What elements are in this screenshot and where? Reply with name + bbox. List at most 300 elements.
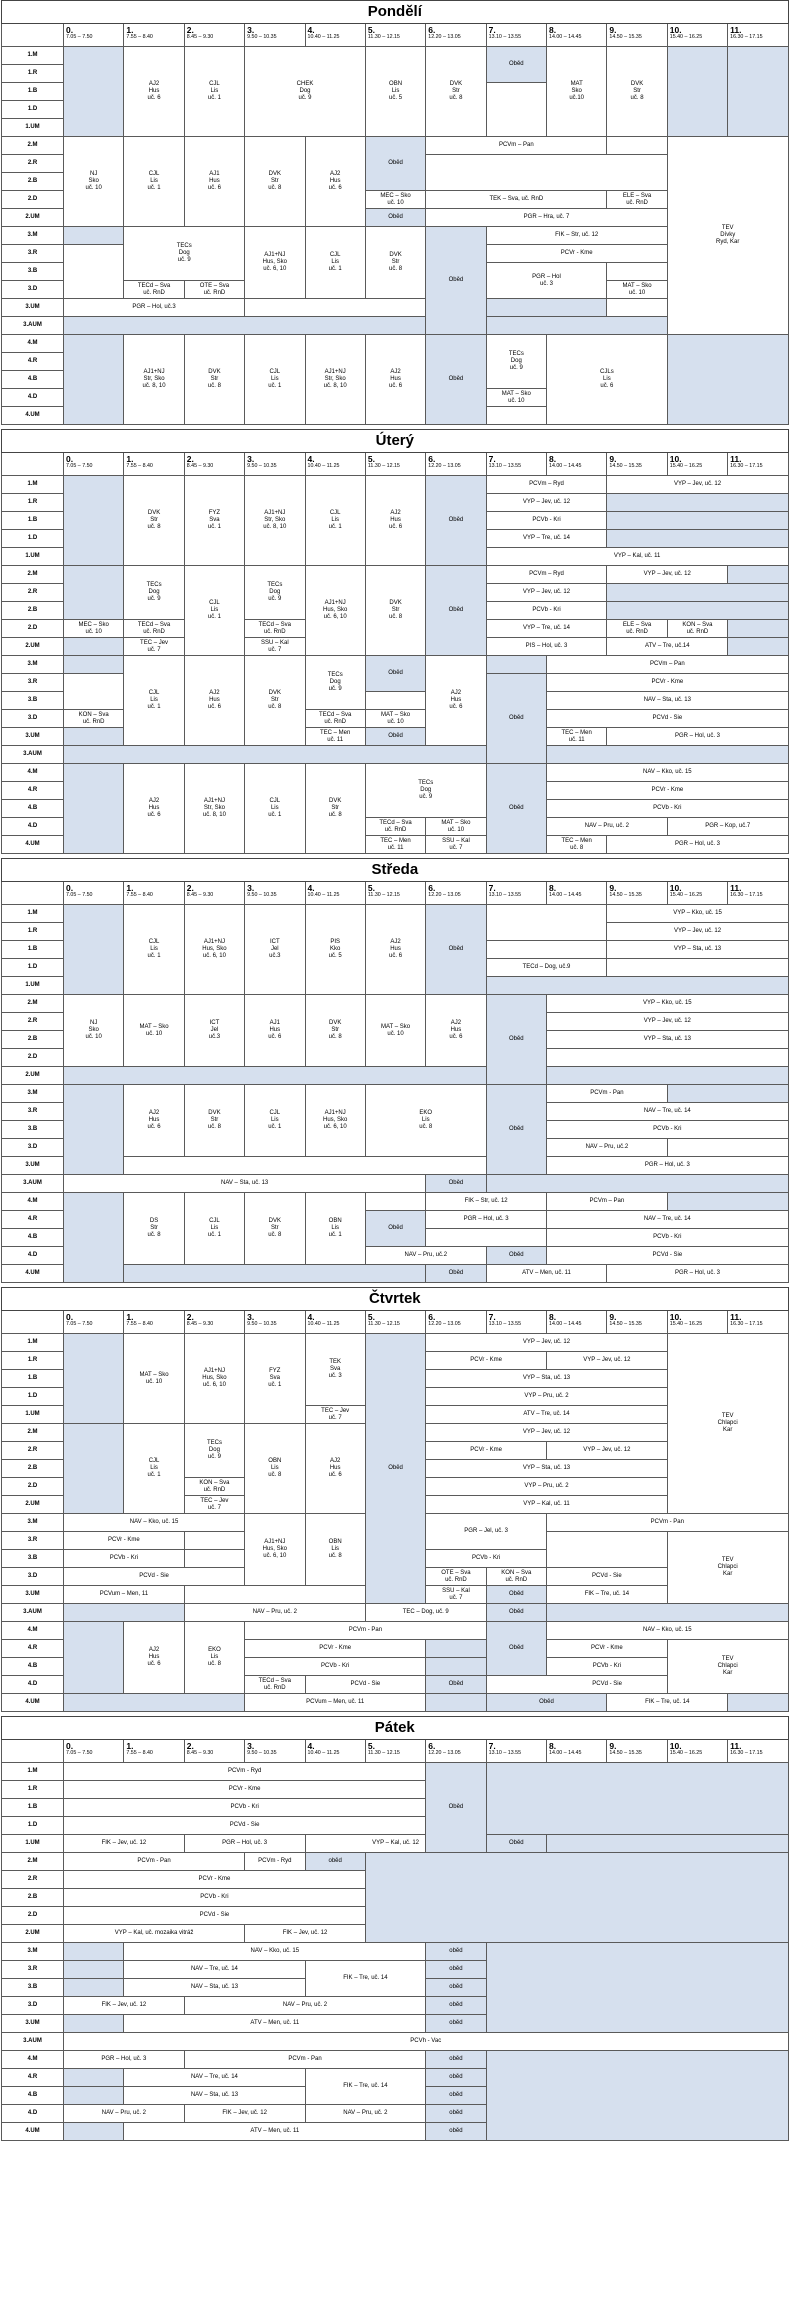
- lesson-cell: AJ2 Hus uč. 6: [365, 335, 425, 425]
- lesson-cell: NJ Sko uč. 10: [64, 995, 124, 1067]
- class-label: 3.D: [2, 1139, 64, 1157]
- class-row: [2, 1085, 789, 1103]
- lesson-cell: VYP – Jev, uč. 12: [547, 1352, 668, 1370]
- class-row: [2, 764, 789, 782]
- period-number: 8.: [549, 883, 557, 893]
- class-label: 4.M: [2, 335, 64, 353]
- lesson-cell: AJ2 Hus uč. 6: [124, 1085, 184, 1157]
- shaded-cell: [486, 1175, 788, 1193]
- empty-cell: [607, 959, 788, 977]
- lesson-cell: PCVm – Ryd: [486, 566, 607, 584]
- lesson-cell: PCVd - Sie: [305, 1676, 426, 1694]
- lesson-cell: CJLs Lis uč. 6: [547, 335, 668, 425]
- lesson-cell: ICT Jel uč.3: [245, 905, 305, 995]
- period-number: 8.: [549, 1741, 557, 1751]
- lesson-cell: VYP – Kko, uč. 15: [547, 995, 789, 1013]
- empty-cell: [184, 1532, 244, 1550]
- period-number: 0.: [66, 25, 74, 35]
- period-number: 1.: [126, 883, 134, 893]
- lesson-cell: TEC – Dog, uč. 9: [365, 1604, 486, 1622]
- period-time: 13.10 – 13.55: [488, 1750, 522, 1756]
- period-time: 16.30 – 17.15: [730, 1750, 763, 1756]
- period-time: 7.55 – 8.40: [126, 1750, 153, 1756]
- period-header: [728, 1740, 788, 1763]
- period-time: 10.40 – 11.25: [307, 892, 340, 898]
- period-number: 8.: [549, 1312, 557, 1322]
- lesson-cell: SSU – Kal uč. 7: [426, 1586, 486, 1604]
- period-header: [426, 453, 486, 476]
- lesson-cell: EKO Lis uč. 8: [184, 1622, 244, 1694]
- period-number: 8.: [549, 25, 557, 35]
- lesson-cell: NAV – Pru, uč. 2: [184, 1604, 365, 1622]
- period-time: 8.45 – 9.30: [186, 34, 214, 40]
- period-header: [426, 1740, 486, 1763]
- lesson-cell: VYP – Sta, uč. 13: [607, 941, 788, 959]
- period-time: 7.05 – 7.50: [66, 1321, 93, 1327]
- lesson-cell: CJL Lis uč. 1: [305, 227, 365, 299]
- lunch-break-cell: oběd: [426, 1961, 486, 1979]
- class-label: 2.UM: [2, 209, 64, 227]
- period-header: [184, 1740, 244, 1763]
- day-table-utery: [1, 429, 789, 854]
- lunch-break-cell: oběd: [426, 1979, 486, 1997]
- lesson-cell: TECd – Sva uč. RnD: [365, 818, 425, 836]
- class-label: 3.R: [2, 245, 64, 263]
- class-row: [2, 1175, 789, 1193]
- period-number: 11.: [730, 25, 742, 35]
- period-header: [305, 1311, 365, 1334]
- period-number: 1.: [126, 1741, 134, 1751]
- period-time: 9.50 – 10.35: [247, 463, 277, 469]
- class-row: [2, 1334, 789, 1352]
- lesson-cell: VYP – Kal, uč. 11: [426, 1496, 668, 1514]
- day-title: Úterý: [2, 430, 789, 453]
- lesson-cell: PCVd - Sie: [64, 1907, 366, 1925]
- lesson-cell: CJL Lis uč. 1: [124, 1424, 184, 1514]
- period-number: 2.: [186, 1741, 194, 1751]
- period-time: 8.45 – 9.30: [186, 1321, 214, 1327]
- class-label: 4.UM: [2, 1265, 64, 1283]
- shaded-cell: [486, 1763, 788, 1835]
- shaded-cell: [124, 1265, 426, 1283]
- lesson-cell: VYP – Kko, uč. 15: [607, 905, 788, 923]
- lesson-cell: ATV – Tre, uč.14: [607, 638, 728, 656]
- lesson-cell: CJL Lis uč. 1: [245, 764, 305, 854]
- shaded-cell: [547, 746, 789, 764]
- period-time: 14.50 – 15.35: [609, 1321, 642, 1327]
- class-label: 3.R: [2, 1532, 64, 1550]
- period-time: 11.30 – 12.15: [367, 892, 400, 898]
- class-label: 4.D: [2, 818, 64, 836]
- period-header: [365, 453, 425, 476]
- lesson-cell: AJ2 Hus uč. 6: [365, 905, 425, 995]
- shaded-cell: [64, 2123, 124, 2141]
- period-time: 15.40 – 16.25: [669, 1321, 703, 1327]
- period-header: [486, 1311, 546, 1334]
- class-label: 4.D: [2, 2105, 64, 2123]
- period-header: [305, 1740, 365, 1763]
- class-label: 1.R: [2, 65, 64, 83]
- period-time: 13.10 – 13.55: [488, 463, 522, 469]
- class-label: 3.B: [2, 1979, 64, 1997]
- period-time: 16.30 – 17.15: [730, 34, 763, 40]
- lesson-cell: AJ1+NJ Hus, Sko uč. 6, 10: [245, 227, 305, 299]
- lesson-cell: TECs Dog uč. 9: [184, 1424, 244, 1478]
- empty-cell: [667, 1139, 788, 1157]
- period-number: 0.: [66, 1312, 74, 1322]
- lesson-cell: VYP – Jev, uč. 12: [486, 494, 607, 512]
- shaded-cell: [64, 1424, 124, 1514]
- class-row: [2, 746, 789, 764]
- shaded-cell: [365, 1853, 788, 1943]
- lesson-cell: PCVr - Kme: [426, 1352, 547, 1370]
- period-time: 12.20 – 13.05: [428, 892, 461, 898]
- period-header: [547, 453, 607, 476]
- period-header: [486, 1740, 546, 1763]
- lesson-cell: AJ2 Hus uč. 6: [124, 47, 184, 137]
- lesson-cell: OBN Lis uč. 8: [245, 1424, 305, 1514]
- period-number: 7.: [488, 454, 496, 464]
- lesson-cell: ATV – Men, uč. 11: [486, 1265, 607, 1283]
- period-number: 2.: [186, 25, 194, 35]
- lesson-cell: AJ1+NJ Hus, Sko uč. 6, 10: [245, 1514, 305, 1586]
- lesson-cell: CJL Lis uč. 1: [124, 656, 184, 746]
- period-header: [607, 24, 667, 47]
- lesson-cell: PGR – Hol, uč. 3: [607, 836, 788, 854]
- lesson-cell: CJL Lis uč. 1: [184, 566, 244, 656]
- period-time: 9.50 – 10.35: [247, 1750, 277, 1756]
- lesson-cell: DVK Str uč. 8: [607, 47, 667, 137]
- period-number: 5.: [367, 1312, 375, 1322]
- lesson-cell: VYP – Jev, uč. 12: [547, 1013, 789, 1031]
- shaded-cell: [64, 1622, 124, 1694]
- empty-cell: [486, 83, 546, 137]
- class-label: 2.D: [2, 1049, 64, 1067]
- period-header: [245, 453, 305, 476]
- class-label: 3.R: [2, 674, 64, 692]
- lesson-cell: AJ2 Hus uč. 6: [426, 656, 486, 746]
- class-row: [2, 710, 789, 728]
- class-label: 2.B: [2, 1031, 64, 1049]
- lesson-cell: CJL Lis uč. 1: [184, 47, 244, 137]
- period-number: 3.: [247, 1312, 255, 1322]
- period-header: [486, 453, 546, 476]
- class-label: 1.M: [2, 905, 64, 923]
- class-label: 3.UM: [2, 1586, 64, 1604]
- lunch-break-cell: Oběd: [486, 1835, 546, 1853]
- lesson-cell: VYP – Tre, uč. 14: [486, 530, 607, 548]
- lesson-cell: TECd – Sva uč. RnD: [245, 620, 305, 638]
- lesson-cell: PCVb - Kri: [245, 1658, 426, 1676]
- class-label: 2.R: [2, 584, 64, 602]
- period-header: [667, 1740, 727, 1763]
- lesson-cell: PCVb - Kri: [64, 1889, 366, 1907]
- shaded-cell: [426, 1694, 486, 1712]
- period-number: 4.: [307, 883, 315, 893]
- lesson-cell: OTE – Sva uč. RnD: [426, 1568, 486, 1586]
- lesson-cell: PCVr - Kme: [547, 782, 789, 800]
- lesson-cell: NAV – Tre, uč. 14: [124, 1961, 305, 1979]
- period-time: 15.40 – 16.25: [669, 463, 703, 469]
- class-label: 1.D: [2, 530, 64, 548]
- shaded-cell: [547, 1067, 789, 1085]
- period-number: 5.: [367, 454, 375, 464]
- lesson-cell: DVK Str uč. 8: [365, 566, 425, 656]
- lesson-cell: NAV – Pru, uč.2: [547, 1139, 668, 1157]
- class-label: 1.M: [2, 1334, 64, 1352]
- lesson-cell: TECs Dog uč. 9: [245, 566, 305, 620]
- lesson-cell: MAT – Sko uč. 10: [124, 1334, 184, 1424]
- lesson-cell: CJL Lis uč. 1: [124, 905, 184, 995]
- class-label: 4.UM: [2, 1694, 64, 1712]
- period-header: [184, 24, 244, 47]
- lesson-cell: DVK Str uč. 8: [365, 227, 425, 299]
- period-number: 4.: [307, 1312, 315, 1322]
- shaded-cell: [64, 1604, 185, 1622]
- period-header: [64, 1740, 124, 1763]
- lesson-cell: DVK Str uč. 8: [184, 335, 244, 425]
- period-number: 1.: [126, 1312, 134, 1322]
- empty-cell: [365, 1193, 425, 1211]
- shaded-cell: [64, 2015, 124, 2033]
- class-label: 3.M: [2, 227, 64, 245]
- lesson-cell: FIK – Str, uč. 12: [486, 227, 667, 245]
- lesson-cell: CJL Lis uč. 1: [184, 1193, 244, 1265]
- shaded-cell: [607, 530, 788, 548]
- lesson-cell: AJ2 Hus uč. 6: [305, 137, 365, 227]
- class-label: 2.M: [2, 995, 64, 1013]
- lesson-cell: TECd – Sva uč. RnD: [124, 620, 184, 638]
- day-title: Středa: [2, 859, 789, 882]
- class-label: 3.D: [2, 281, 64, 299]
- lesson-cell: PCVm - Pan: [64, 1853, 245, 1871]
- period-number: 10.: [669, 1312, 682, 1322]
- lesson-cell: PCVr - Kme: [547, 674, 789, 692]
- period-header: [184, 882, 244, 905]
- period-time: 16.30 – 17.15: [730, 1321, 763, 1327]
- period-header: [607, 453, 667, 476]
- period-number: 2.: [186, 454, 194, 464]
- shaded-cell: [486, 1943, 788, 2033]
- class-label: 1.B: [2, 1370, 64, 1388]
- period-number: 6.: [428, 1741, 436, 1751]
- class-row: [2, 995, 789, 1013]
- class-label: 3.UM: [2, 299, 64, 317]
- lunch-break-cell: oběd: [426, 2015, 486, 2033]
- class-row: [2, 1763, 789, 1781]
- class-label: 4.M: [2, 764, 64, 782]
- period-number: 7.: [488, 1741, 496, 1751]
- period-time: 12.20 – 13.05: [428, 463, 461, 469]
- period-time: 9.50 – 10.35: [247, 892, 277, 898]
- class-label: 3.UM: [2, 2015, 64, 2033]
- period-header: [667, 453, 727, 476]
- shaded-cell: [64, 1067, 487, 1085]
- header-corner: [2, 1740, 64, 1763]
- lesson-cell: TECd – Sva uč. RnD: [305, 710, 365, 728]
- class-label: 3.B: [2, 692, 64, 710]
- period-header: [305, 453, 365, 476]
- lunch-break-cell: Oběd: [486, 764, 546, 854]
- lesson-cell: NAV – Pru, uč. 2: [64, 2105, 185, 2123]
- lesson-cell: PCVm - Pan: [245, 1622, 487, 1640]
- period-header: [365, 882, 425, 905]
- empty-cell: [64, 245, 124, 299]
- class-label: 3.R: [2, 1103, 64, 1121]
- shaded-cell: [728, 566, 789, 584]
- class-label: 1.B: [2, 941, 64, 959]
- lesson-cell: VYP – Sta, uč. 13: [547, 1031, 789, 1049]
- class-label: 1.D: [2, 1388, 64, 1406]
- lesson-cell: TECd – Sva uč. RnD: [245, 1676, 305, 1694]
- lesson-cell: MEC – Sko uč. 10: [64, 620, 124, 638]
- period-time: 14.50 – 15.35: [609, 892, 642, 898]
- empty-cell: [245, 299, 426, 317]
- class-label: 4.M: [2, 2051, 64, 2069]
- class-row: [2, 2051, 789, 2069]
- period-number: 10.: [669, 883, 682, 893]
- lesson-cell: NAV – Pru, uč.2: [365, 1247, 486, 1265]
- shaded-cell: [607, 512, 788, 530]
- lesson-cell: TEC – Men uč. 11: [305, 728, 365, 746]
- lunch-break-cell: Oběd: [365, 209, 425, 227]
- period-number: 10.: [669, 25, 682, 35]
- lunch-break-cell: Oběd: [365, 1211, 425, 1247]
- class-label: 4.UM: [2, 836, 64, 854]
- period-header: [547, 882, 607, 905]
- lesson-cell: PIS – Hol, uč. 3: [486, 638, 607, 656]
- shaded-cell: [64, 1943, 124, 1961]
- lesson-cell: NAV – Sta, uč. 13: [64, 1175, 426, 1193]
- class-label: 1.UM: [2, 119, 64, 137]
- lesson-cell: AJ1+NJ Str, Sko uč. 8, 10: [124, 335, 184, 425]
- lesson-cell: PCVum – Men, 11: [64, 1586, 185, 1604]
- class-label: 1.R: [2, 1352, 64, 1370]
- lesson-cell: FIK – Jev, uč. 12: [245, 1925, 366, 1943]
- period-header: [124, 1311, 184, 1334]
- shaded-cell: [607, 584, 788, 602]
- class-label: 4.UM: [2, 407, 64, 425]
- period-time: 7.55 – 8.40: [126, 34, 153, 40]
- empty-cell: [486, 941, 607, 959]
- lesson-cell: TECd – Dog, uč.9: [486, 959, 607, 977]
- period-number: 10.: [669, 454, 682, 464]
- day-table-ctvrtek: [1, 1287, 789, 1712]
- lesson-cell: VYP – Jev, uč. 12: [547, 1442, 668, 1460]
- lesson-cell: PCVr - Kme: [64, 1532, 185, 1550]
- lesson-cell: AJ2 Hus uč. 6: [426, 995, 486, 1067]
- empty-cell: [426, 1229, 547, 1247]
- lesson-cell: TECd – Sva uč. RnD: [124, 281, 184, 299]
- lesson-cell: TEC – Men uč. 11: [547, 728, 607, 746]
- lunch-break-cell: Oběd: [486, 1622, 546, 1676]
- period-time: 14.00 – 14.45: [549, 892, 582, 898]
- lesson-cell: KON – Sva uč. RnD: [667, 620, 727, 638]
- period-header: [365, 1740, 425, 1763]
- class-row: [2, 1943, 789, 1961]
- lesson-cell: TEV Chlapci Kar: [667, 1532, 788, 1604]
- period-header: [728, 1311, 788, 1334]
- lesson-cell: NAV – Kko, uč. 15: [547, 1622, 789, 1640]
- lesson-cell: KON – Sva uč. RnD: [184, 1478, 244, 1496]
- lesson-cell: ICT Jel uč.3: [184, 995, 244, 1067]
- shaded-cell: [486, 977, 788, 995]
- class-label: 2.M: [2, 1853, 64, 1871]
- period-time: 14.50 – 15.35: [609, 1750, 642, 1756]
- period-header: [184, 1311, 244, 1334]
- period-header: [667, 24, 727, 47]
- lesson-cell: PCVm - Ryd: [64, 1763, 426, 1781]
- period-header: [64, 453, 124, 476]
- empty-cell: [486, 905, 607, 941]
- class-label: 3.D: [2, 1997, 64, 2015]
- class-label: 3.AUM: [2, 317, 64, 335]
- lesson-cell: DVK Str uč. 8: [426, 47, 486, 137]
- lesson-cell: TECs Dog uč. 9: [486, 335, 546, 389]
- lesson-cell: MAT – Sko uč. 10: [365, 995, 425, 1067]
- period-header: [305, 882, 365, 905]
- lesson-cell: AJ1+NJ Hus, Sko uč. 6, 10: [305, 566, 365, 656]
- lesson-cell: VYP – Sta, uč. 13: [426, 1460, 668, 1478]
- period-number: 3.: [247, 454, 255, 464]
- shaded-cell: [667, 47, 727, 137]
- lesson-cell: OTE – Sva uč. RnD: [184, 281, 244, 299]
- lesson-cell: CJL Lis uč. 1: [305, 476, 365, 566]
- lesson-cell: ATV – Men, uč. 11: [124, 2123, 426, 2141]
- shaded-cell: [64, 1979, 124, 1997]
- lesson-cell: NAV – Tre, uč. 14: [547, 1211, 789, 1229]
- lesson-cell: TEC – Jev uč. 7: [184, 1496, 244, 1514]
- class-label: 2.B: [2, 173, 64, 191]
- class-label: 4.D: [2, 1676, 64, 1694]
- class-label: 3.M: [2, 1085, 64, 1103]
- lesson-cell: MAT – Sko uč. 10: [124, 995, 184, 1067]
- lesson-cell: NAV – Sta, uč. 13: [124, 1979, 305, 1997]
- lesson-cell: FIK – Str, uč. 12: [426, 1193, 547, 1211]
- class-row: [2, 1835, 789, 1853]
- period-header: [667, 882, 727, 905]
- period-number: 11.: [730, 883, 742, 893]
- period-time: 12.20 – 13.05: [428, 34, 461, 40]
- lesson-cell: PCVb - Kri: [547, 1229, 789, 1247]
- period-time: 13.10 – 13.55: [488, 34, 522, 40]
- lunch-break-cell: Oběd: [486, 674, 546, 764]
- lesson-cell: NAV – Sta, uč. 13: [547, 692, 789, 710]
- day-table-streda: [1, 858, 789, 1283]
- lunch-break-cell: Oběd: [486, 1694, 607, 1712]
- lesson-cell: TEC – Jev uč. 7: [124, 638, 184, 656]
- empty-cell: [486, 407, 546, 425]
- class-row: [2, 1193, 789, 1211]
- period-time: 11.30 – 12.15: [367, 1750, 400, 1756]
- period-number: 4.: [307, 454, 315, 464]
- class-label: 3.B: [2, 1121, 64, 1139]
- lesson-cell: TEV Dívky Ryd, Kar: [667, 137, 788, 335]
- period-header: [245, 1740, 305, 1763]
- period-number: 9.: [609, 454, 617, 464]
- shaded-cell: [64, 1193, 124, 1283]
- shaded-cell: [64, 1085, 124, 1175]
- lesson-cell: MEC – Sko uč. 10: [365, 191, 425, 209]
- lesson-cell: DVK Str uč. 8: [305, 995, 365, 1067]
- period-number: 0.: [66, 883, 74, 893]
- lesson-cell: VYP – Jev, uč. 12: [486, 584, 607, 602]
- shaded-cell: [64, 2069, 124, 2087]
- period-header: [607, 882, 667, 905]
- lunch-break-cell: Oběd: [426, 335, 486, 425]
- lesson-cell: VYP – Jev, uč. 12: [607, 923, 788, 941]
- shaded-cell: [64, 227, 124, 245]
